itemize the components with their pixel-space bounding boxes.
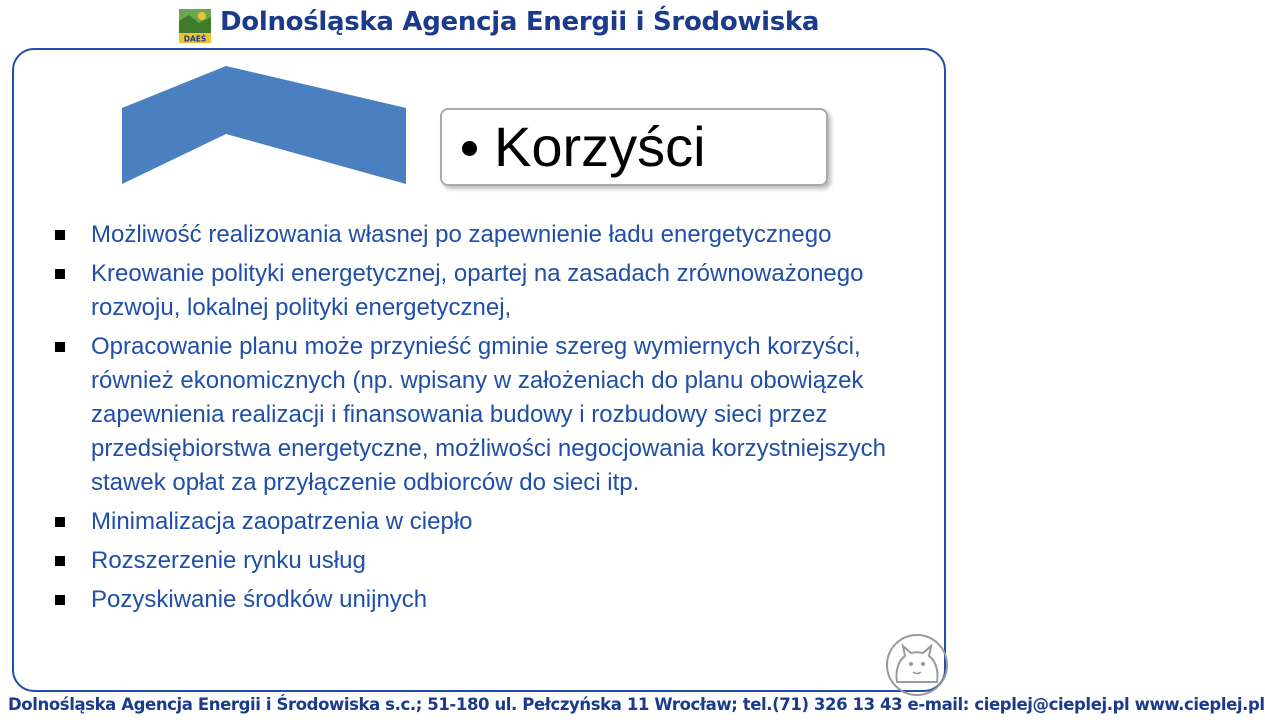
list-item	[55, 505, 915, 539]
footer-text	[8, 695, 1265, 714]
list-item-text: Rozszerzenie rynku usług	[91, 547, 366, 574]
list-item-text: Pozyskiwanie środków unijnych	[91, 586, 428, 613]
title-box	[440, 108, 828, 186]
list-item	[55, 583, 915, 617]
title-bullet	[462, 141, 477, 156]
footer-website: www.cieplej.pl	[1134, 695, 1265, 714]
list-item	[55, 330, 915, 500]
slide-title: Korzyści	[494, 115, 706, 178]
square-bullet-icon	[55, 230, 65, 240]
square-bullet-icon	[55, 269, 65, 279]
square-bullet-icon	[55, 517, 65, 527]
list-item	[55, 257, 915, 325]
cat-logo-icon	[877, 632, 953, 698]
square-bullet-icon	[55, 342, 65, 352]
list-item-text: Opracowanie planu może przynieść gminie szereg wymiernych korzyści, również ekonomicznych (np. wpisany w założeniach do planu obowiązek zapewnienia realizacji i finansowania budowy i rozbudowy sieci przez przedsiębiorstwa energetyczne, możliwości negocjowania korzystniejszych stawek opłat za przyłączenie odbiorców do sieci itp.	[91, 333, 887, 496]
square-bullet-icon	[55, 595, 65, 605]
list-item-text: Kreowanie polityki energetycznej, opartej na zasadach zrównoważonego rozwoju, lokalnej polityki energetycznej,	[91, 260, 864, 321]
organization-title: Dolnośląska Agencja Energii i Środowiska	[220, 7, 820, 37]
header	[0, 0, 960, 50]
list-item-text: Możliwość realizowania własnej po zapewnienie ładu energetycznego	[91, 221, 832, 248]
svg-text:DAEŚ: DAEŚ	[183, 34, 207, 44]
daes-logo-icon	[178, 8, 212, 44]
footer-contact: Dolnośląska Agencja Energii i Środowiska s.c.; 51-180 ul. Pełczyńska 11 Wrocław; tel.(71) 326 13 43 e-mail: cieplej@cieplej.pl	[8, 695, 1130, 714]
square-bullet-icon	[55, 556, 65, 566]
list-item	[55, 544, 915, 578]
benefits-list	[55, 218, 915, 622]
list-item	[55, 218, 915, 252]
list-item-text: Minimalizacja zaopatrzenia w ciepło	[91, 508, 473, 535]
chevron-shape	[118, 62, 410, 188]
